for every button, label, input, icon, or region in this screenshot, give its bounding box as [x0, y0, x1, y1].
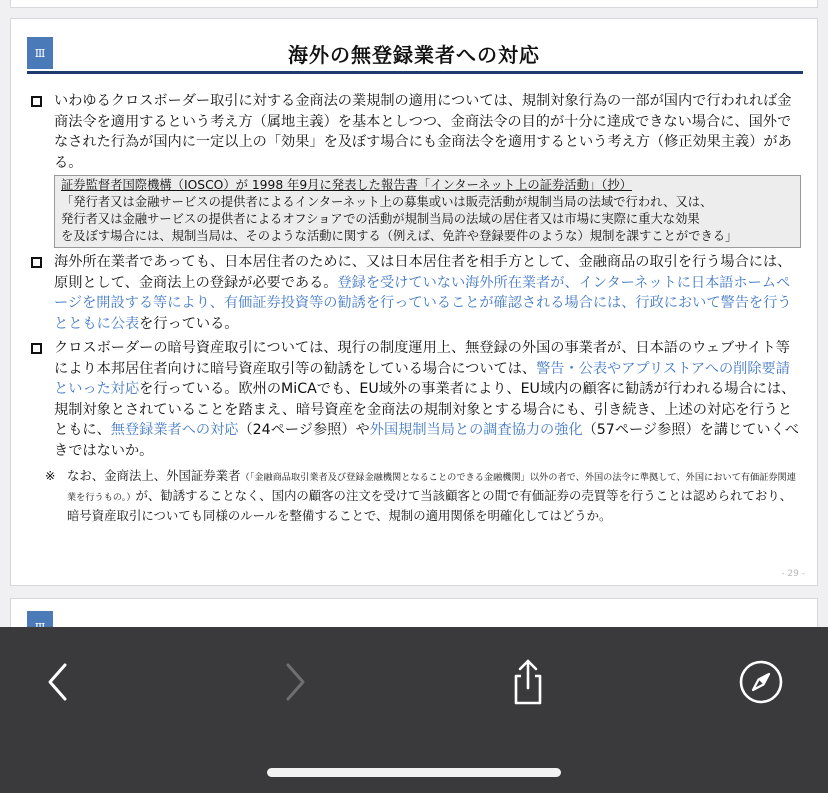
slide-title: 海外の無登録業者への対応 — [288, 43, 540, 67]
page-number: - 29 - — [781, 569, 805, 579]
note-text — [67, 467, 801, 525]
section-badge: Ⅲ — [27, 37, 53, 69]
browser-toolbar — [0, 627, 828, 793]
bullet-text-part: いわゆるクロスボーダー取引に対する金商法の業規制の適用については、規制対象行為の一部が国内で行われれば金商法令を適用するという考え方（属地主義）を基本としつつ、金商法令の目的が十分に達成できない場合に、国外でなされた行為が国内に一定以上の「効果」を及ぼす場合にも金商法令を適用するという考え方（修正効果主義）がある。 — [54, 93, 792, 171]
bullet-text — [54, 338, 801, 461]
bullet-text-part: を行っている。欧州のMiCAでも、EU域外の事業者により、EU域内の顧客に勧誘が行われる場合には、規制対象とされていることを踏まえ、暗号資産を金商法の規制対象とする場合にも、引き続き、上述の対応を行うとともに、 — [54, 381, 796, 438]
highlighted-text: 外国規制当局との調査協力の強化 — [369, 422, 583, 438]
bullet-text-part: クロスボーダーの暗号資産取引については、現行の制度運用上、無登録の外国の事業者が、日本語のウェブサイト等により本邦居住者向けに暗号資産取引等の勧誘をしている場合については、 — [54, 340, 790, 377]
checkbox-bullet-icon — [31, 343, 42, 354]
bullet-item — [31, 91, 801, 173]
home-indicator[interactable] — [267, 768, 561, 777]
compass-icon — [738, 659, 784, 705]
footnote — [45, 467, 801, 525]
forward-button[interactable] — [270, 657, 320, 707]
back-icon — [45, 662, 71, 702]
share-icon — [508, 658, 548, 706]
bullet-text-part: （57ページ参照）を講じていくべきではないか。 — [54, 422, 799, 459]
bullet-item — [31, 252, 801, 334]
checkbox-bullet-icon — [31, 257, 42, 268]
bullet-text — [54, 252, 801, 334]
highlighted-text: 登録を受けていない海外所在業者が、インターネットに日本語ホームページを開設する等により、有価証券投資等の勧誘を行っていることが確認される場合には、行政において警告を行うとともに公表 — [54, 274, 792, 332]
compass-button[interactable] — [736, 657, 786, 707]
back-button[interactable] — [33, 657, 83, 707]
bullet-text — [54, 91, 801, 173]
note-mark: ※ — [45, 468, 56, 483]
highlighted-text: 無登録業者への対応 — [110, 422, 239, 438]
forward-icon — [282, 662, 308, 702]
checkbox-bullet-icon — [31, 96, 42, 107]
quote-body: 「発行者又は金融サービスの提供者によるインターネット上の募集或いは販売活動が規制当局の法域で行われ、又は、 発行者又は金融サービスの提供者によるオフショアでの活動が規制当局の法域の居住者又は市場に実際に重大な効果 を及ぼす場合には、規制当局は、そのような活動に関する（例えば、免許や登録要件のような）規制を課すことができる」 — [61, 195, 738, 243]
bullet-text-part: 海外所在業者であっても、日本居住者のために、又は日本居住者を相手方として、金融商品の取引を行う場合には、原則として、金商法上の登録が必要である。 — [54, 254, 792, 291]
share-button[interactable] — [503, 657, 553, 707]
previous-slide-edge — [10, 0, 818, 8]
title-rule — [27, 71, 803, 74]
bullet-text-part: を行っている。 — [139, 315, 239, 332]
bullet-item — [31, 338, 801, 461]
slide — [10, 18, 818, 586]
quote-box — [54, 175, 801, 248]
note-small-text: （「金融商品取引業者及び登録金融機関となることのできる金融機関」以外の者で、外国の法令に準拠して、外国において有価証券関連業を行うもの。） — [67, 472, 796, 503]
note-text-part: が、勧誘することなく、国内の顧客の注文を受けて当該顧客との間で有価証券の売買等を行うことは認められており、暗号資産取引についても同様のルールを整備することで、規制の適用関係を明確化してはどうか。 — [67, 488, 793, 523]
slide-content — [31, 91, 801, 525]
note-text-part: なお、金商法上、外国証券業者 — [67, 468, 241, 483]
highlighted-text: 警告・公表やアプリストアへの削除要請といった対応 — [54, 360, 790, 397]
bullet-text-part: （24ページ参照）や — [238, 422, 370, 438]
quote-heading: 証券監督者国際機構（IOSCO）が 1998 年9月に発表した報告書「インターネット上の証券活動」（抄） — [61, 178, 632, 192]
